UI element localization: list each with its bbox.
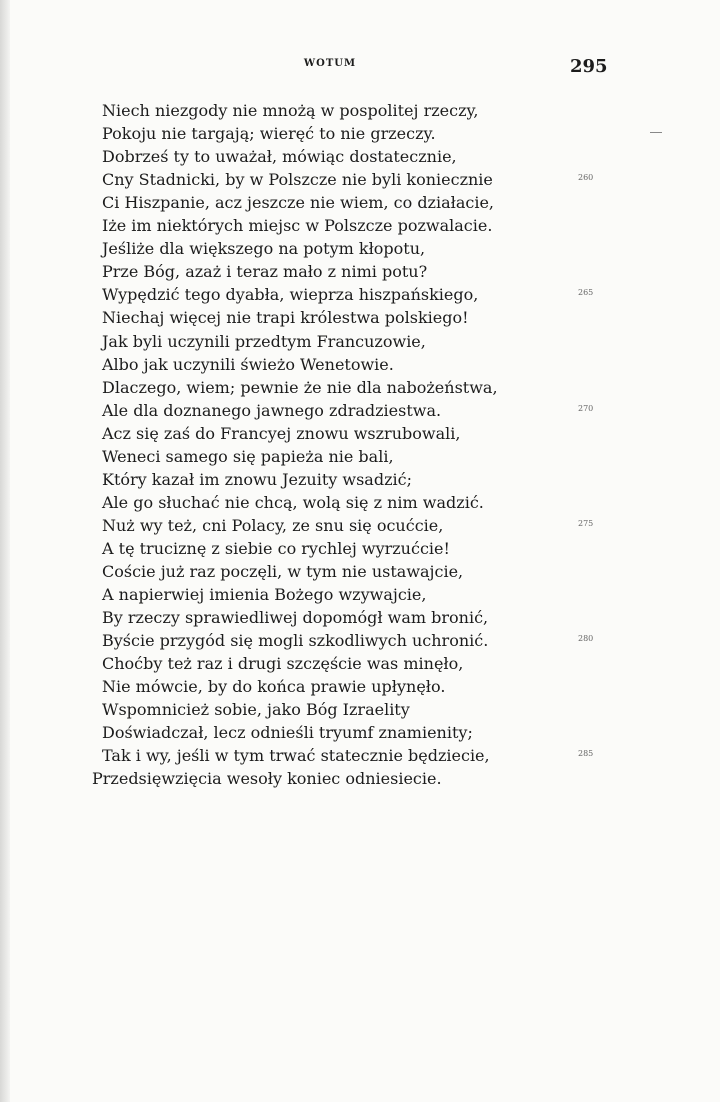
verse-line bbox=[0, 446, 720, 468]
verse-text: Albo jak uczynili świeżo Wenetowie. bbox=[102, 354, 394, 374]
verse-text: Przedsięwzięcia wesoły koniec odniesiecie. bbox=[92, 769, 442, 789]
verse-text: Niechaj więcej nie trapi królestwa polskiego! bbox=[102, 308, 469, 328]
verse-text: A tę truciznę z siebie co rychlej wyrzućcie! bbox=[102, 538, 450, 558]
verse-line bbox=[0, 123, 720, 145]
verse-text: Dlaczego, wiem; pewnie że nie dla nabożeństwa, bbox=[102, 377, 498, 397]
verse-text: Tak i wy, jeśli w tym trwać statecznie będziecie, bbox=[102, 746, 490, 766]
running-title: WOTUM bbox=[303, 58, 357, 69]
line-number: 275 bbox=[578, 518, 594, 528]
verse-line bbox=[0, 331, 720, 353]
verse-line bbox=[0, 745, 720, 767]
verse-text: Iże im niektórych miejsc w Polszcze pozwalacie. bbox=[102, 216, 493, 236]
line-number: 270 bbox=[578, 403, 594, 413]
verse-line bbox=[0, 377, 720, 399]
verse-line bbox=[0, 538, 720, 560]
verse-line bbox=[0, 307, 720, 329]
verse-text: Wypędzić tego dyabła, wieprza hiszpańskiego, bbox=[102, 285, 479, 305]
line-number: 285 bbox=[578, 749, 594, 759]
verse-text: Cny Stadnicki, by w Polszcze nie byli koniecznie bbox=[102, 170, 493, 190]
verse-text: By rzeczy sprawiedliwej dopomógł wam bronić, bbox=[102, 608, 489, 628]
verse-line bbox=[0, 284, 720, 306]
verse-text: Byście przygód się mogli szkodliwych uchronić. bbox=[102, 631, 489, 651]
verse-line bbox=[0, 561, 720, 583]
verse-text: Niech niezgody nie mnożą w pospolitej rzeczy, bbox=[102, 101, 479, 120]
verse-line bbox=[0, 515, 720, 537]
verse-text: Dobrześ ty to uważał, mówiąc dostatecznie, bbox=[102, 147, 457, 167]
verse-text: Jeśliże dla większego na potym kłopotu, bbox=[102, 239, 426, 259]
verse-line bbox=[0, 584, 720, 606]
verse-line bbox=[0, 169, 720, 191]
verse-text: Nuż wy też, cni Polacy, ze snu się ocućcie, bbox=[102, 515, 444, 535]
verse-line bbox=[0, 354, 720, 376]
verse-line bbox=[0, 653, 720, 675]
verse-line bbox=[0, 100, 720, 122]
verse-text: Pokoju nie targają; wieręć to nie grzeczy. bbox=[102, 124, 436, 144]
verse-line bbox=[0, 492, 720, 514]
verse-text: Jak byli uczynili przedtym Francuzowie, bbox=[102, 331, 426, 351]
line-number: 280 bbox=[578, 634, 594, 644]
line-number: 265 bbox=[578, 288, 594, 298]
verse-text: Doświadczał, lecz odnieśli tryumf znamienity; bbox=[102, 723, 473, 743]
page-number: 295 bbox=[570, 56, 608, 77]
verse-line bbox=[0, 261, 720, 283]
verse-line bbox=[0, 469, 720, 491]
verse-line bbox=[0, 676, 720, 698]
verse-line bbox=[0, 215, 720, 237]
line-number: 260 bbox=[578, 173, 594, 183]
verse-text: Acz się zaś do Francyej znowu wszrubowali, bbox=[102, 423, 461, 443]
verse-line bbox=[0, 722, 720, 744]
verse-line bbox=[0, 630, 720, 652]
verse-line bbox=[0, 423, 720, 445]
verse-text: Choćby też raz i drugi szczęście was minęło, bbox=[102, 654, 464, 674]
verse-text: Który kazał im znowu Jezuity wsadzić; bbox=[102, 469, 412, 489]
verse-line bbox=[0, 607, 720, 629]
verse-text: Ale go słuchać nie chcą, wolą się z nim wadzić. bbox=[102, 492, 484, 512]
verse-text: Wspomnicież sobie, jako Bóg Izraelity bbox=[102, 700, 410, 720]
verse-text: Ale dla doznanego jawnego zdradziestwa. bbox=[102, 400, 442, 420]
verse-text: Weneci samego się papieża nie bali, bbox=[102, 446, 394, 466]
verse-text: Prze Bóg, azaż i teraz mało z nimi potu? bbox=[102, 262, 428, 282]
verse-line bbox=[0, 699, 720, 721]
verse-line bbox=[0, 400, 720, 422]
verse-line bbox=[0, 768, 720, 790]
verse-text: Ci Hiszpanie, acz jeszcze nie wiem, co działacie, bbox=[102, 193, 494, 213]
verse-text: Nie mówcie, by do końca prawie upłynęło. bbox=[102, 677, 446, 697]
verse-line bbox=[0, 238, 720, 260]
verse-text: A napierwiej imienia Bożego wzywajcie, bbox=[102, 585, 427, 605]
verse-text: Coście już raz poczęli, w tym nie ustawajcie, bbox=[102, 562, 464, 581]
verse-line bbox=[0, 146, 720, 168]
verse-line bbox=[0, 192, 720, 214]
